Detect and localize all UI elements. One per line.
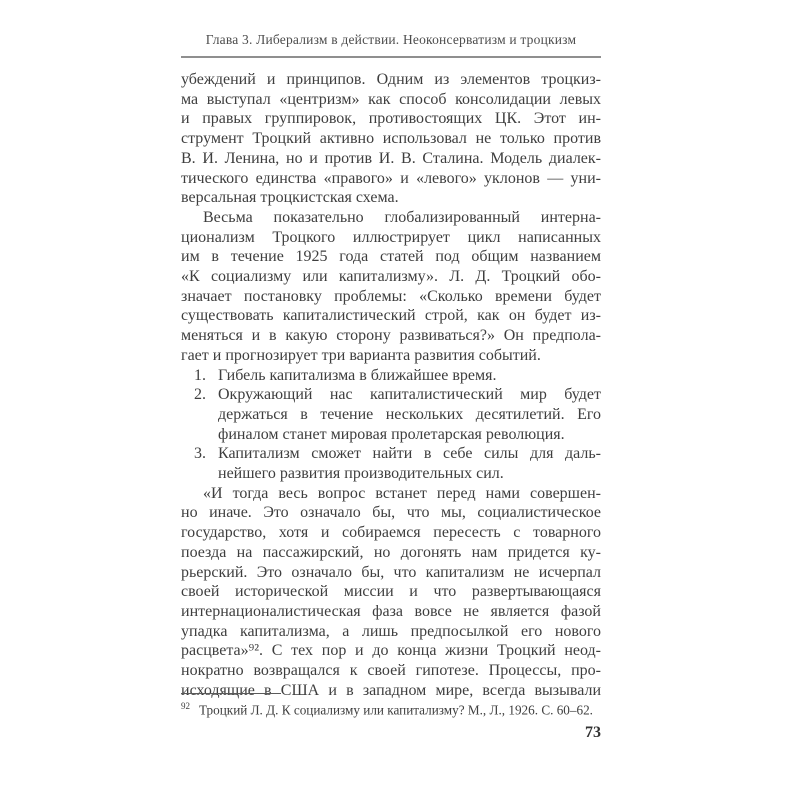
footnote (181, 693, 601, 718)
text-line: рьерский. Это означало бы, что капитализм не исчерпал (181, 563, 601, 581)
text-line: интернационалистическая фаза вовсе не является фазой (181, 602, 601, 620)
page-number: 73 (585, 724, 601, 741)
text-line: но иначе. Это означало бы, что мы, социалистическое (181, 504, 601, 522)
list-item-body (218, 444, 601, 483)
text-line: гает и прогнозирует три варианта развития событий. (181, 346, 541, 364)
list-item-number: 1. (194, 366, 206, 384)
text-line: держаться в течение нескольких десятилетий. Его (218, 405, 601, 423)
text-line: В. И. Ленина, но и против И. В. Сталина. Модель диалек- (181, 149, 601, 167)
text-line: поезда на пассажирский, но догонять нам придется ку- (181, 543, 601, 561)
paragraph (181, 70, 601, 208)
list-item (181, 385, 601, 444)
text-line: ционализм Троцкого иллюстрирует цикл написанных (181, 228, 601, 246)
text-line: расцвета»⁹². С тех пор и до конца жизни Троцкий неод- (181, 642, 601, 660)
text-line: существовать капиталистический строй, как он будет из- (181, 307, 601, 325)
text-column (181, 70, 601, 701)
text-line: государство, хотя и собираемся пересесть с товарного (181, 524, 601, 542)
list-item-number: 2. (194, 386, 206, 404)
text-line: ма выступал «центризм» как способ консолидации левых (181, 90, 601, 108)
text-line: упадка капитализма, а лишь предпосылкой его нового (181, 622, 601, 640)
text-line: значает постановку проблемы: «Сколько времени будет (181, 287, 601, 305)
footnote-text: Троцкий Л. Д. К социализму или капитализму? М., Л., 1926. С. 60–62. (199, 702, 593, 718)
text-line: струмент Троцкий активно использовал не только против (181, 130, 601, 148)
text-line: Окружающий нас капиталистический мир будет (218, 386, 601, 404)
text-line: «К социализму или капитализму». Л. Д. Троцкий обо- (181, 268, 601, 286)
running-head-rule (181, 56, 601, 58)
list-item (181, 366, 601, 386)
text-line: и правых группировок, противостоящих ЦК. Этот ин- (181, 110, 601, 128)
text-line: своей исторической миссии и что развертывающаяся (181, 583, 601, 601)
list-item (181, 444, 601, 483)
running-head: Глава 3. Либерализм в действии. Неоконсерватизм и троцкизм (205, 32, 577, 47)
text-line: Гибель капитализма в ближайшее время. (218, 366, 497, 384)
list-item-body (218, 366, 601, 386)
text-line: убеждений и принципов. Одним из элементов троцкиз- (181, 71, 601, 88)
text-line: тического единства «правого» и «левого» уклонов — уни- (181, 169, 601, 187)
footnote-marker: 92 (181, 701, 190, 711)
text-line: Весьма показательно глобализированный интерна- (203, 208, 601, 226)
text-line: Капитализм сможет найти в себе силы для даль- (218, 445, 601, 463)
footnote-text-row (181, 698, 601, 718)
list-item-number: 3. (194, 445, 206, 463)
paragraph (181, 484, 601, 701)
text-line: нократно возвращался к своей гипотезе. Процессы, про- (181, 662, 601, 680)
text-line: версальная троцкистская схема. (181, 189, 399, 207)
numbered-list (181, 366, 601, 484)
text-line: финалом станет мировая пролетарская революция. (218, 425, 565, 443)
page-column (181, 32, 601, 701)
list-item-body (218, 385, 601, 444)
text-line: «И тогда весь вопрос встанет перед нами совершен- (203, 484, 601, 502)
text-line: исходящие в США и в западном мире, всегда вызывали (181, 681, 601, 699)
text-line: меняться и в какую сторону развиваться?» Он предпола- (181, 327, 601, 345)
text-line: им в течение 1925 года статей под общим названием (181, 248, 601, 266)
paragraph (181, 208, 601, 366)
text-line: нейшего развития производительных сил. (218, 465, 504, 483)
footnote-rule (181, 693, 281, 694)
